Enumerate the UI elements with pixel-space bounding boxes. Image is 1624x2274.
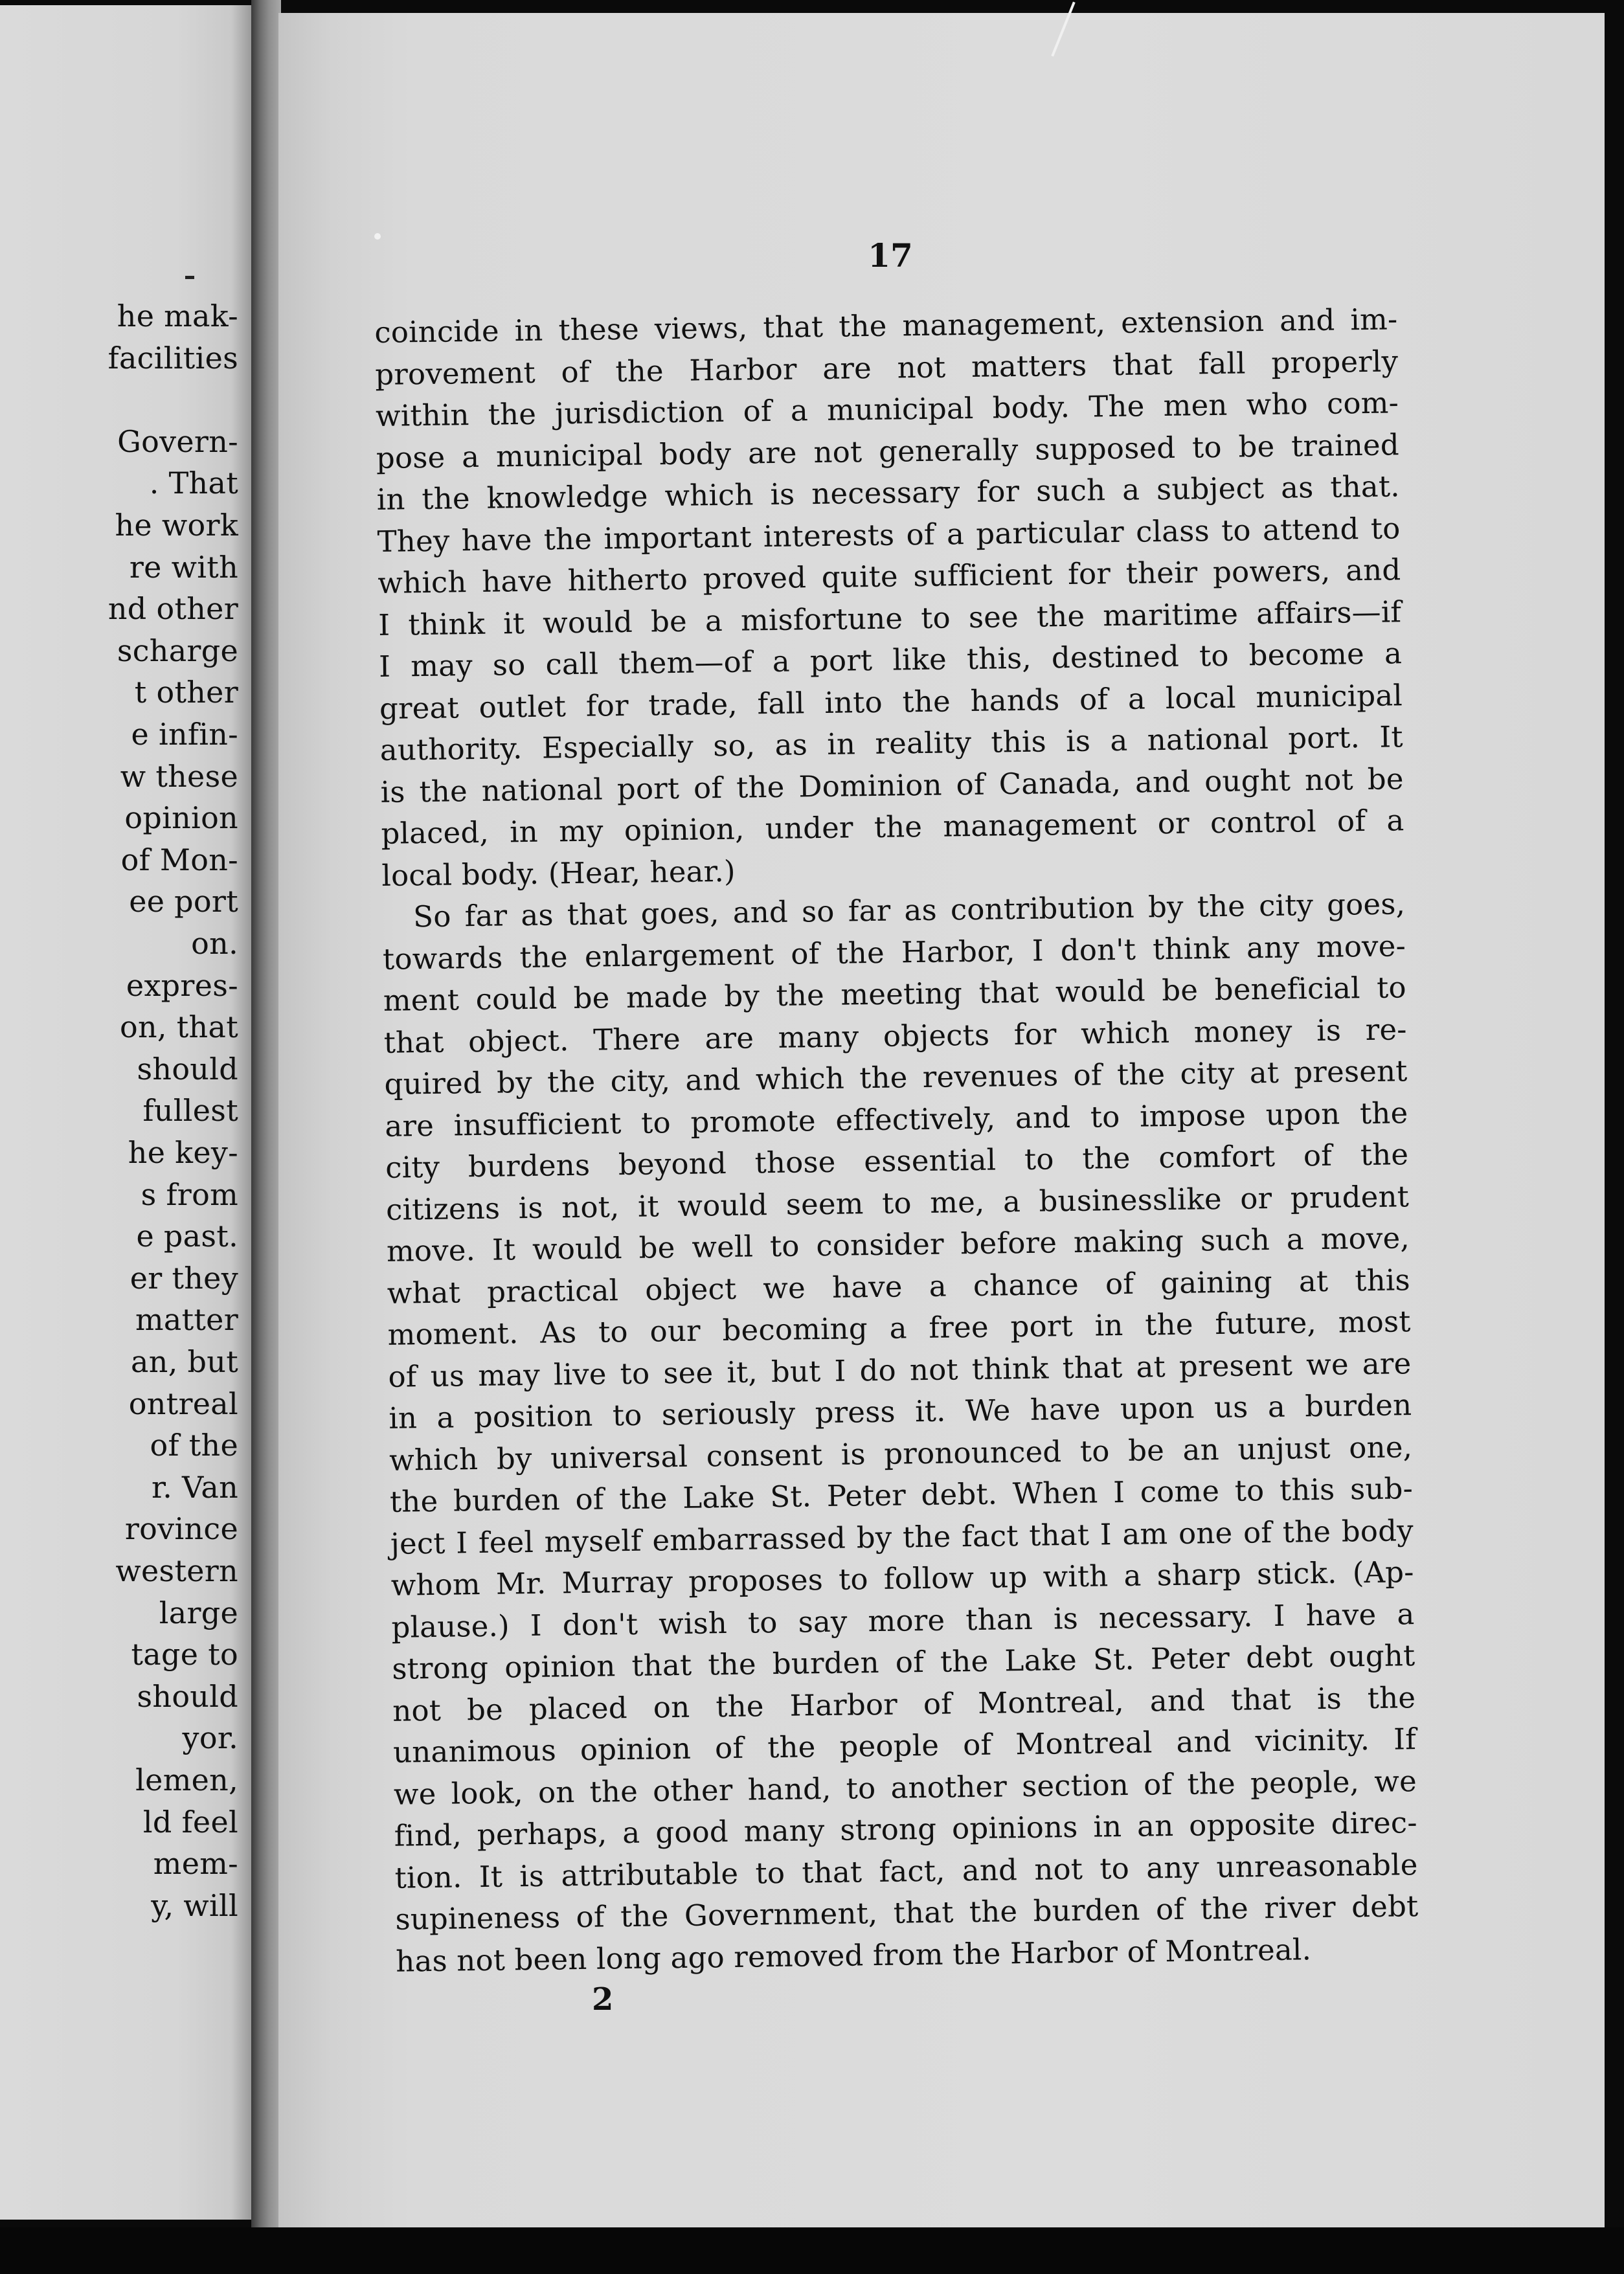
- left-page-line: should: [137, 1678, 238, 1714]
- right-page: [278, 13, 1605, 2240]
- left-page-line: ontreal: [128, 1386, 238, 1421]
- body-text-line: local body. (Hear, hear.): [381, 853, 736, 893]
- left-page-text-fragments: [0, 5, 251, 2220]
- left-page-line: he mak-: [117, 298, 238, 333]
- body-text-line: the burden of the Lake St. Peter debt. When I come to this sub-: [389, 1471, 1414, 1519]
- left-page-line: er they: [130, 1260, 238, 1296]
- left-page-line: he work: [115, 508, 238, 543]
- body-text-line: towards the enlargement of the Harbor, I don't think any move-: [382, 928, 1406, 976]
- paper-speck: [374, 233, 381, 240]
- body-text-line: plause.) I don't wish to say more than is necessary. I have a: [391, 1596, 1415, 1645]
- body-text-line: is the national port of the Dominion of Canada, and ought not be: [380, 761, 1404, 809]
- body-text-line: citizens is not, it would seem to me, a businesslike or prudent: [385, 1178, 1410, 1227]
- left-page-line: large: [159, 1595, 238, 1630]
- left-page-line: mem-: [153, 1846, 238, 1882]
- left-page-line: y, will: [151, 1887, 238, 1923]
- body-text-line: quired by the city, and which the revenues of the city at present: [384, 1053, 1408, 1101]
- body-text-line: coincide in these views, that the management, extension and im-: [374, 302, 1398, 350]
- left-page-line: of Mon-: [120, 842, 238, 877]
- left-page-line: e infin-: [131, 717, 238, 752]
- left-page-line: western: [115, 1553, 238, 1588]
- body-text-line: great outlet for trade, fall into the hands of a local municipal: [379, 677, 1403, 726]
- left-page-line: an, but: [131, 1344, 238, 1379]
- left-page-line: should: [137, 1051, 238, 1086]
- left-page: [0, 5, 251, 2220]
- body-text-line: strong opinion that the burden of the Lake St. Peter debt ought: [392, 1638, 1415, 1686]
- body-text-line: in the knowledge which is necessary for such a subject as that.: [376, 469, 1401, 517]
- body-text-line: we look, on the other hand, to another section of the people, we: [393, 1763, 1417, 1812]
- body-text-line: find, perhaps, a good many strong opinions in an opposite direc-: [394, 1805, 1418, 1853]
- left-page-line: re with: [129, 549, 238, 585]
- body-text-line: that object. There are many objects for which money is re-: [383, 1011, 1407, 1060]
- left-page-line: ee port: [129, 884, 238, 919]
- left-page-line: of the: [150, 1428, 238, 1463]
- body-text-line: I think it would be a misfortune to see the maritime affairs—if: [378, 594, 1402, 642]
- left-page-line: facilities: [107, 340, 238, 376]
- left-page-line: yor.: [182, 1720, 238, 1756]
- body-text-line: moment. As to our becoming a free port in the future, most: [387, 1304, 1411, 1352]
- body-text-line: I may so call them—of a port like this, destined to become a: [378, 636, 1403, 684]
- left-page-line: tage to: [131, 1637, 238, 1672]
- body-text-line: are insufficient to promote effectively, and to impose upon the: [385, 1095, 1408, 1143]
- left-page-line: matter: [135, 1302, 238, 1338]
- left-page-line: lemen,: [135, 1762, 238, 1797]
- body-text-line: has not been long ago removed from the Harbor of Montreal.: [395, 1931, 1312, 1979]
- body-text: [374, 298, 1419, 1982]
- body-text-line: pose a municipal body are not generally supposed to be trained: [376, 427, 1400, 475]
- left-page-line: t other: [134, 675, 238, 710]
- body-text-line: ment could be made by the meeting that would be beneficial to: [383, 970, 1407, 1018]
- left-page-line: on.: [191, 926, 238, 961]
- body-text-line: what practical object we have a chance of gaining at this: [387, 1262, 1411, 1311]
- left-page-line: nd other: [107, 591, 238, 627]
- left-page-line: r. Van: [151, 1469, 238, 1505]
- left-page-line: s from: [141, 1176, 238, 1212]
- body-text-line: tion. It is attributable to that fact, and not to any unreasonable: [394, 1847, 1418, 1895]
- scan-border: [0, 2227, 1624, 2274]
- body-text-line: ject I feel myself embarrassed by the fact that I am one of the body: [390, 1513, 1414, 1561]
- body-text-line: provement of the Harbor are not matters that fall properly: [374, 343, 1399, 392]
- body-text-line: of us may live to see it, but I do not think that at present we are: [388, 1345, 1412, 1394]
- body-text-line: supineness of the Government, that the burden of the river debt: [395, 1889, 1419, 1937]
- body-text-line: unanimous opinion of the people of Montreal and vicinity. If: [392, 1722, 1417, 1770]
- left-page-line: e past.: [136, 1219, 238, 1254]
- body-text-line: They have the important interests of a particular class to attend to: [377, 510, 1401, 559]
- left-page-line: ld feel: [142, 1804, 238, 1840]
- left-page-line: w these: [120, 758, 238, 794]
- left-page-line: fullest: [142, 1093, 238, 1129]
- left-page-line: . That: [149, 466, 238, 501]
- body-text-line: not be placed on the Harbor of Montreal, and that is the: [392, 1680, 1416, 1728]
- book-gutter: [251, 0, 281, 2247]
- body-text-line: whom Mr. Murray proposes to follow up with a sharp stick. (Ap-: [390, 1555, 1414, 1603]
- left-page-line: Govern-: [117, 423, 238, 459]
- left-page-line: he key-: [128, 1135, 238, 1170]
- left-page-line: expres-: [126, 967, 238, 1003]
- left-page-line: scharge: [117, 633, 238, 668]
- body-text-line: So far as that goes, and so far as contribution by the city goes,: [412, 886, 1406, 934]
- left-page-line: on, that: [120, 1009, 238, 1045]
- body-text-line: which by universal consent is pronounced to be an unjust one,: [389, 1429, 1413, 1478]
- body-text-line: authority. Especially so, as in reality this is a national port. It: [379, 719, 1404, 767]
- left-page-line: rovince: [124, 1511, 238, 1547]
- page-number: 17: [868, 236, 913, 275]
- body-text-line: placed, in my opinion, under the management or control of a: [381, 803, 1404, 851]
- body-text-line: city burdens beyond those essential to the comfort of the: [385, 1137, 1409, 1185]
- left-page-line: opinion: [124, 800, 238, 836]
- signature-mark: 2: [592, 1981, 614, 2018]
- body-text-line: move. It would be well to consider before making such a move,: [386, 1221, 1410, 1268]
- body-text-line: within the jurisdiction of a municipal body. The men who com-: [375, 385, 1399, 433]
- body-text-line: in a position to seriously press it. We have upon us a burden: [389, 1388, 1412, 1435]
- body-text-line: which have hitherto proved quite sufficient for their powers, and: [378, 552, 1401, 600]
